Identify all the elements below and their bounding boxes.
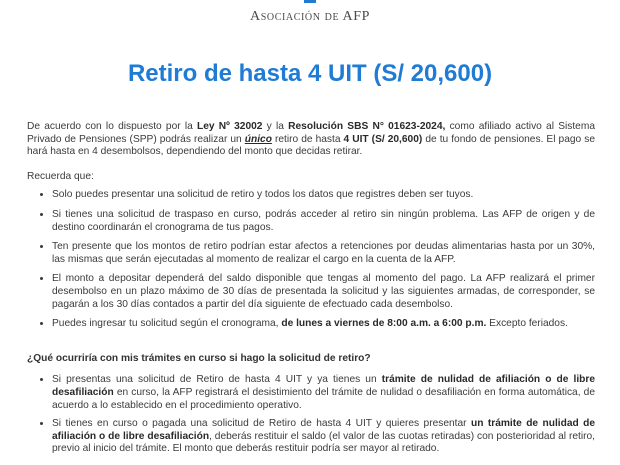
answer-2-post: , deberás restituir el saldo (el valor de las cuotas retiradas) con posterioridad al retiro, previo al inicio del trámite. El monto que deberás restituir podría ser mayor al retirado. [52, 430, 595, 455]
law-reference: Ley Nº 32002 [197, 121, 263, 132]
site-logo[interactable]: Asociación de AFP [250, 9, 370, 24]
schedule-text-pre: Puedes ingresar tu solicitud según el cronograma, [52, 318, 282, 330]
reminder-list [27, 189, 595, 330]
list-item [52, 374, 595, 412]
faq-answer-list [27, 374, 595, 456]
intro-text-1: De acuerdo con lo dispuesto por la [27, 121, 198, 132]
intro-text-4: retiro de hasta [271, 133, 344, 145]
intro-text-5: de tu fondo de pensiones. El pago se hará hasta en 4 desembolsos, dependiendo del monto que decidas retirar. [27, 133, 595, 158]
faq-question: ¿Qué ocurriría con mis trámites en curso si hago la solicitud de retiro? [27, 352, 371, 364]
schedule-text-post: Excepto feriados. [486, 318, 568, 330]
answer-1-emphasis: trámite de nulidad de afiliación o de libre desafiliación [52, 374, 596, 398]
main-content [27, 121, 595, 462]
answer-2-emphasis: un trámite de nulidad de afiliación o de libre desafiliación [52, 418, 596, 442]
amount-emphasis: 4 UIT (S/ 20,600) [343, 133, 423, 145]
intro-text-2: y la [262, 121, 289, 132]
site-header [0, 0, 620, 26]
list-item: • El monto a depositar dependerá del saldo disponible que tengas al momento del pago. La AFP realizará el primer desembolso en un plazo máximo de 30 días de presentada la solicitud y las siguientes armadas, de corresponder, se pagarán a los 30 días contados a partir del día siguiente de efectuado cada desembolso. [52, 273, 595, 311]
unique-emphasis: único [244, 133, 272, 145]
list-item: • Ten presente que los montos de retiro podrían estar afectos a retenciones por deudas alimentarias hasta por un 30%, las mismas que serán ejecutadas al momento de realizar el cargo en la cuenta de la AFP. [52, 241, 595, 266]
page-title: Retiro de hasta 4 UIT (S/ 20,600) [127, 60, 493, 87]
intro-paragraph [27, 121, 595, 159]
reminder-heading: Recuerda que: [27, 170, 94, 182]
answer-1-post: en curso, la AFP registrará el desistimiento del trámite de nulidad o desafiliación en forma automática, de acuerdo a lo establecido en el procedimiento operativo. [52, 386, 595, 411]
logo-accent-bar [304, 0, 316, 3]
schedule-hours: de lunes a viernes de 8:00 a.m. a 6:00 p.m. [281, 318, 487, 330]
list-item: • Si tienes una solicitud de traspaso en curso, podrás acceder al retiro sin ningún problema. Las AFP de origen y de destino coordinarán el cronograma de tus pagos. [52, 209, 595, 234]
answer-1-pre: Si presentas una solicitud de Retiro de hasta 4 UIT y ya tienes un [52, 374, 382, 386]
list-item: • Solo puedes presentar una solicitud de retiro y todos los datos que registres deben ser tuyos. [52, 189, 595, 202]
answer-2-pre: Si tienes en curso o pagada una solicitud de Retiro de hasta 4 UIT y quieres presentar [52, 418, 471, 430]
intro-text-3: como afiliado activo al Sistema Privado de Pensiones (SPP) podrás realizar un [27, 121, 596, 145]
list-item [52, 318, 595, 331]
list-item [52, 418, 595, 456]
resolution-reference: Resolución SBS N° 01623-2024, [288, 121, 446, 132]
